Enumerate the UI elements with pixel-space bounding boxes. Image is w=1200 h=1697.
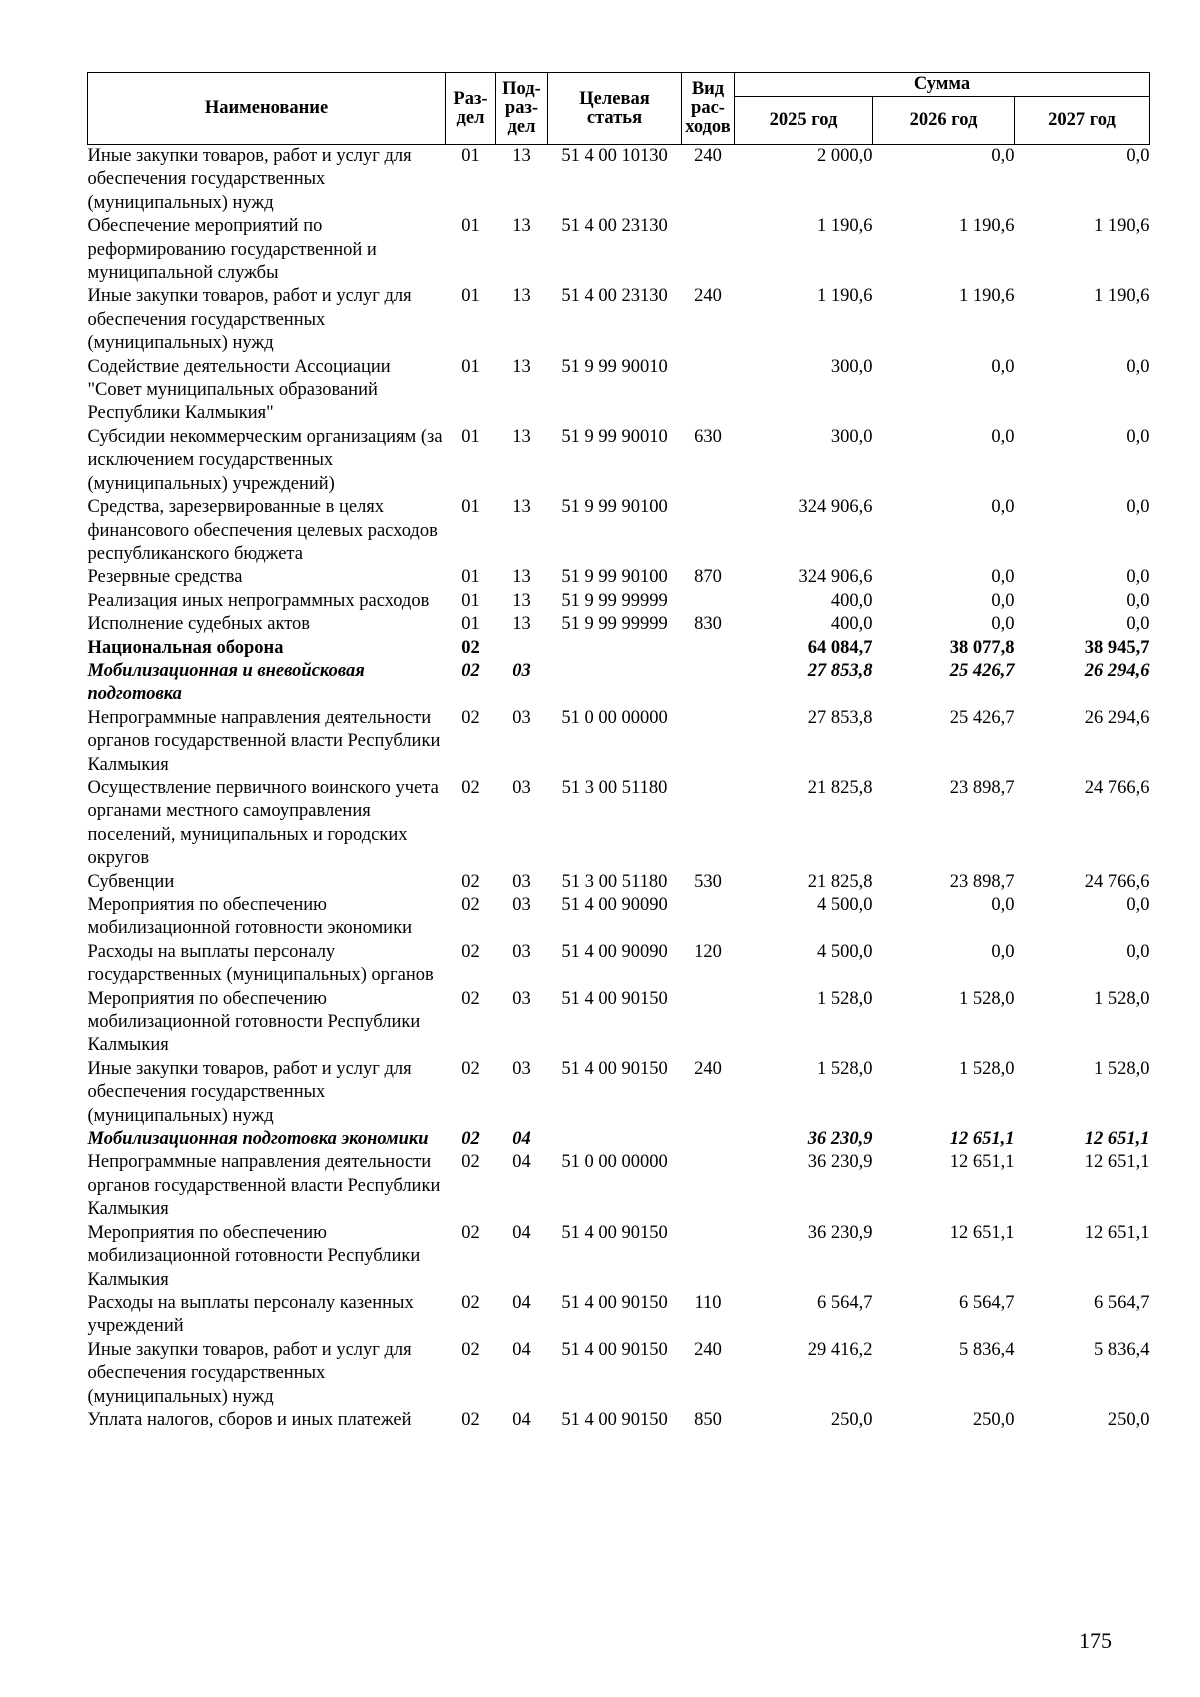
cell-celevaya-statya: 51 4 00 90150 bbox=[561, 1058, 668, 1079]
cell-sum-2027: 38 945,7 bbox=[1084, 637, 1150, 658]
cell-sum-2026: 0,0 bbox=[991, 590, 1015, 611]
cell-sum-2026: 0,0 bbox=[991, 567, 1015, 588]
cell-podrazdel: 03 bbox=[512, 707, 531, 728]
cell-razdel: 01 bbox=[461, 614, 480, 635]
cell-sum-2027: 0,0 bbox=[1126, 356, 1150, 377]
cell-razdel: 01 bbox=[461, 567, 480, 588]
cell-vid-rashodov: 240 bbox=[694, 1339, 722, 1360]
cell-sum-2027: 12 651,1 bbox=[1084, 1129, 1150, 1150]
cell-sum-2025: 21 825,8 bbox=[807, 777, 873, 798]
table-row bbox=[88, 1409, 1150, 1432]
cell-name: Средства, зарезервированные в целях финансового обеспечения целевых расходов республиканского бюджета bbox=[87, 497, 438, 564]
table-row bbox=[88, 613, 1150, 636]
cell-name: Мероприятия по обеспечению мобилизационной готовности Республики Калмыкия bbox=[87, 1222, 421, 1290]
cell-razdel: 02 bbox=[461, 895, 480, 915]
table-row bbox=[88, 1128, 1150, 1151]
cell-sum-2025: 27 853,8 bbox=[807, 707, 873, 728]
col-header-razdel: Раз- дел bbox=[446, 73, 496, 145]
cell-podrazdel: 04 bbox=[512, 1129, 531, 1150]
table-row bbox=[88, 426, 1150, 496]
cell-name: Мероприятия по обеспечению мобилизационной готовности экономики bbox=[87, 895, 412, 939]
cell-vid-rashodov: 830 bbox=[694, 614, 722, 635]
cell-razdel: 02 bbox=[461, 988, 480, 1009]
cell-sum-2026: 12 651,1 bbox=[949, 1152, 1015, 1173]
cell-name: Мероприятия по обеспечению мобилизационной готовности Республики Калмыкия bbox=[87, 988, 421, 1056]
cell-razdel: 01 bbox=[461, 590, 480, 611]
cell-name: Реализация иных непрограммных расходов bbox=[87, 590, 430, 611]
cell-sum-2025: 2 000,0 bbox=[817, 146, 873, 166]
cell-sum-2027: 26 294,6 bbox=[1084, 707, 1150, 728]
cell-celevaya-statya: 51 4 00 10130 bbox=[561, 146, 668, 166]
cell-podrazdel: 13 bbox=[512, 286, 531, 307]
cell-sum-2025: 64 084,7 bbox=[807, 637, 873, 658]
table-row bbox=[88, 988, 1150, 1058]
cell-sum-2027: 0,0 bbox=[1126, 895, 1150, 915]
cell-sum-2026: 38 077,8 bbox=[949, 637, 1015, 658]
table-row bbox=[88, 1058, 1150, 1128]
cell-sum-2026: 0,0 bbox=[991, 426, 1015, 447]
cell-sum-2025: 36 230,9 bbox=[807, 1222, 873, 1243]
cell-sum-2026: 0,0 bbox=[991, 614, 1015, 635]
cell-sum-2027: 0,0 bbox=[1126, 426, 1150, 447]
cell-vid-rashodov bbox=[682, 777, 735, 871]
cell-vid-rashodov bbox=[682, 1151, 735, 1221]
cell-razdel: 02 bbox=[461, 1292, 480, 1313]
cell-sum-2027: 250,0 bbox=[1107, 1409, 1150, 1430]
cell-sum-2027: 12 651,1 bbox=[1084, 1152, 1150, 1173]
cell-name: Национальная оборона bbox=[87, 637, 284, 658]
cell-sum-2026: 12 651,1 bbox=[949, 1222, 1015, 1243]
cell-vid-rashodov bbox=[682, 660, 735, 707]
cell-vid-rashodov: 530 bbox=[694, 871, 722, 892]
cell-sum-2026: 0,0 bbox=[991, 497, 1015, 518]
col-header-2026: 2026 год bbox=[873, 97, 1015, 145]
cell-sum-2026: 0,0 bbox=[991, 895, 1015, 915]
cell-celevaya-statya: 51 0 00 00000 bbox=[561, 707, 668, 728]
cell-podrazdel: 03 bbox=[512, 777, 531, 798]
cell-razdel: 02 bbox=[461, 1129, 480, 1150]
table-row bbox=[88, 1151, 1150, 1221]
cell-sum-2027: 1 190,6 bbox=[1094, 286, 1150, 307]
cell-sum-2027: 0,0 bbox=[1126, 941, 1150, 962]
col-header-summa: Сумма bbox=[735, 73, 1150, 97]
cell-sum-2025: 324 906,6 bbox=[798, 567, 873, 588]
cell-sum-2027: 1 190,6 bbox=[1094, 216, 1150, 237]
cell-sum-2026: 23 898,7 bbox=[949, 871, 1015, 892]
cell-vid-rashodov bbox=[682, 894, 735, 941]
cell-vid-rashodov: 240 bbox=[694, 146, 722, 166]
cell-vid-rashodov bbox=[682, 356, 735, 426]
cell-vid-rashodov bbox=[682, 590, 735, 613]
cell-vid-rashodov bbox=[682, 1222, 735, 1292]
cell-sum-2025: 29 416,2 bbox=[807, 1339, 873, 1360]
cell-celevaya-statya: 51 4 00 90150 bbox=[561, 1222, 668, 1243]
cell-sum-2025: 1 190,6 bbox=[817, 216, 873, 237]
cell-razdel: 02 bbox=[461, 1058, 480, 1079]
cell-razdel: 01 bbox=[461, 216, 480, 237]
cell-sum-2025: 36 230,9 bbox=[807, 1129, 873, 1150]
page-number: 175 bbox=[1079, 1628, 1112, 1653]
table-row bbox=[88, 496, 1150, 566]
cell-podrazdel: 04 bbox=[512, 1152, 531, 1173]
table-row bbox=[88, 1222, 1150, 1292]
table-row bbox=[88, 660, 1150, 707]
cell-celevaya-statya bbox=[548, 637, 682, 660]
cell-celevaya-statya: 51 0 00 00000 bbox=[561, 1152, 668, 1173]
cell-name: Субсидии некоммерческим организациям (за исключением государственных (муниципальных) учреждений) bbox=[87, 426, 443, 494]
cell-podrazdel: 13 bbox=[512, 216, 531, 237]
cell-vid-rashodov: 110 bbox=[694, 1292, 722, 1313]
cell-celevaya-statya: 51 9 99 90100 bbox=[561, 497, 668, 518]
cell-podrazdel: 13 bbox=[512, 567, 531, 588]
cell-podrazdel: 04 bbox=[512, 1292, 531, 1313]
cell-podrazdel: 13 bbox=[512, 146, 531, 166]
cell-razdel: 02 bbox=[461, 1339, 480, 1360]
cell-sum-2026: 0,0 bbox=[991, 356, 1015, 377]
col-header-name: Наименование bbox=[88, 73, 446, 145]
cell-podrazdel: 03 bbox=[512, 1058, 531, 1079]
cell-sum-2026: 6 564,7 bbox=[959, 1292, 1015, 1313]
cell-celevaya-statya: 51 9 99 90010 bbox=[561, 356, 668, 377]
cell-sum-2025: 324 906,6 bbox=[798, 497, 873, 518]
cell-name: Резервные средства bbox=[87, 567, 243, 588]
cell-vid-rashodov bbox=[682, 215, 735, 285]
cell-sum-2027: 5 836,4 bbox=[1094, 1339, 1150, 1360]
cell-razdel: 02 bbox=[461, 1409, 480, 1430]
cell-celevaya-statya: 51 4 00 90150 bbox=[561, 1409, 668, 1430]
table-row bbox=[88, 1292, 1150, 1339]
cell-razdel: 02 bbox=[461, 1152, 480, 1173]
cell-sum-2025: 4 500,0 bbox=[817, 941, 873, 962]
table-row bbox=[88, 707, 1150, 777]
cell-sum-2025: 1 190,6 bbox=[817, 286, 873, 307]
table-row bbox=[88, 590, 1150, 613]
cell-vid-rashodov bbox=[682, 1128, 735, 1151]
cell-vid-rashodov: 870 bbox=[694, 567, 722, 588]
cell-podrazdel: 13 bbox=[512, 497, 531, 518]
cell-podrazdel: 13 bbox=[512, 426, 531, 447]
cell-celevaya-statya bbox=[548, 1128, 682, 1151]
cell-razdel: 01 bbox=[461, 356, 480, 377]
col-header-2025: 2025 год bbox=[735, 97, 873, 145]
table-row bbox=[88, 356, 1150, 426]
cell-podrazdel: 03 bbox=[512, 660, 531, 681]
cell-sum-2027: 0,0 bbox=[1126, 567, 1150, 588]
cell-name: Обеспечение мероприятий по реформированию государственной и муниципальной службы bbox=[87, 216, 377, 284]
cell-razdel: 02 bbox=[461, 707, 480, 728]
cell-name: Расходы на выплаты персоналу государственных (муниципальных) органов bbox=[87, 941, 434, 986]
cell-celevaya-statya: 51 4 00 23130 bbox=[561, 286, 668, 307]
cell-razdel: 01 bbox=[461, 426, 480, 447]
cell-podrazdel: 13 bbox=[512, 590, 531, 611]
cell-podrazdel: 13 bbox=[512, 356, 531, 377]
table-row bbox=[88, 777, 1150, 871]
cell-sum-2026: 250,0 bbox=[972, 1409, 1015, 1430]
cell-name: Мобилизационная подготовка экономики bbox=[87, 1129, 429, 1150]
cell-sum-2026: 23 898,7 bbox=[949, 777, 1015, 798]
cell-sum-2027: 12 651,1 bbox=[1084, 1222, 1150, 1243]
table-row bbox=[88, 1339, 1150, 1409]
table-row bbox=[88, 566, 1150, 589]
cell-podrazdel: 04 bbox=[512, 1409, 531, 1430]
cell-razdel: 02 bbox=[461, 871, 480, 892]
cell-name: Уплата налогов, сборов и иных платежей bbox=[87, 1409, 412, 1430]
cell-razdel: 01 bbox=[461, 146, 480, 166]
table-row bbox=[88, 145, 1150, 216]
cell-sum-2027: 6 564,7 bbox=[1094, 1292, 1150, 1313]
cell-razdel: 02 bbox=[461, 637, 480, 658]
cell-sum-2026: 0,0 bbox=[991, 146, 1015, 166]
col-header-vid: Вид рас- ходов bbox=[682, 73, 735, 145]
cell-name: Иные закупки товаров, работ и услуг для обеспечения государственных (муниципальных) нужд bbox=[87, 146, 412, 213]
cell-celevaya-statya: 51 4 00 90090 bbox=[561, 895, 668, 915]
cell-podrazdel: 03 bbox=[512, 988, 531, 1009]
cell-sum-2025: 6 564,7 bbox=[817, 1292, 873, 1313]
cell-sum-2026: 25 426,7 bbox=[949, 660, 1015, 681]
cell-celevaya-statya: 51 4 00 90090 bbox=[561, 941, 668, 962]
cell-name: Непрограммные направления деятельности органов государственной власти Республики Калмыкия bbox=[87, 707, 441, 775]
cell-name: Расходы на выплаты персоналу казенных учреждений bbox=[87, 1292, 414, 1337]
cell-sum-2027: 1 528,0 bbox=[1094, 988, 1150, 1009]
table-row bbox=[88, 637, 1150, 660]
table-row bbox=[88, 871, 1150, 894]
cell-sum-2027: 0,0 bbox=[1126, 146, 1150, 166]
cell-razdel: 02 bbox=[461, 1222, 480, 1243]
cell-sum-2026: 25 426,7 bbox=[949, 707, 1015, 728]
cell-name: Осуществление первичного воинского учета органами местного самоуправления поселений, муниципальных и городских округов bbox=[87, 777, 439, 869]
cell-podrazdel: 03 bbox=[512, 871, 531, 892]
cell-sum-2026: 12 651,1 bbox=[949, 1129, 1015, 1150]
col-header-celevaya: Целевая статья bbox=[548, 73, 682, 145]
cell-celevaya-statya: 51 4 00 90150 bbox=[561, 1339, 668, 1360]
cell-podrazdel: 04 bbox=[512, 1339, 531, 1360]
cell-razdel: 01 bbox=[461, 286, 480, 307]
cell-sum-2025: 250,0 bbox=[830, 1409, 873, 1430]
cell-vid-rashodov: 240 bbox=[694, 1058, 722, 1079]
col-header-podrazdel: Под- раз- дел bbox=[496, 73, 548, 145]
cell-vid-rashodov bbox=[682, 707, 735, 777]
cell-sum-2026: 0,0 bbox=[991, 941, 1015, 962]
cell-celevaya-statya: 51 4 00 90150 bbox=[561, 1292, 668, 1313]
cell-sum-2027: 24 766,6 bbox=[1084, 777, 1150, 798]
cell-razdel: 02 bbox=[461, 777, 480, 798]
cell-sum-2027: 0,0 bbox=[1126, 497, 1150, 518]
cell-podrazdel: 13 bbox=[512, 614, 531, 635]
cell-vid-rashodov bbox=[682, 637, 735, 660]
cell-sum-2026: 1 190,6 bbox=[959, 286, 1015, 307]
cell-sum-2025: 27 853,8 bbox=[807, 660, 873, 681]
cell-sum-2025: 400,0 bbox=[830, 590, 873, 611]
cell-celevaya-statya: 51 9 99 90100 bbox=[561, 567, 668, 588]
cell-sum-2027: 26 294,6 bbox=[1084, 660, 1150, 681]
cell-vid-rashodov: 630 bbox=[694, 426, 722, 447]
cell-celevaya-statya: 51 9 99 99999 bbox=[561, 590, 668, 611]
cell-sum-2027: 1 528,0 bbox=[1094, 1058, 1150, 1079]
cell-sum-2026: 5 836,4 bbox=[959, 1339, 1015, 1360]
cell-sum-2025: 36 230,9 bbox=[807, 1152, 873, 1173]
cell-sum-2027: 0,0 bbox=[1126, 590, 1150, 611]
cell-sum-2027: 24 766,6 bbox=[1084, 871, 1150, 892]
budget-table bbox=[87, 72, 1150, 1432]
table-row bbox=[88, 215, 1150, 285]
cell-sum-2025: 300,0 bbox=[830, 426, 873, 447]
cell-celevaya-statya: 51 3 00 51180 bbox=[561, 871, 668, 892]
cell-sum-2025: 400,0 bbox=[830, 614, 873, 635]
cell-name: Непрограммные направления деятельности органов государственной власти Республики Калмыкия bbox=[87, 1152, 441, 1220]
cell-sum-2026: 1 528,0 bbox=[959, 1058, 1015, 1079]
cell-razdel: 01 bbox=[461, 497, 480, 518]
cell-vid-rashodov bbox=[682, 496, 735, 566]
cell-sum-2025: 1 528,0 bbox=[817, 1058, 873, 1079]
cell-sum-2025: 4 500,0 bbox=[817, 895, 873, 915]
table-row bbox=[88, 894, 1150, 941]
cell-name: Иные закупки товаров, работ и услуг для обеспечения государственных (муниципальных) нужд bbox=[87, 286, 412, 354]
cell-name: Содействие деятельности Ассоциации "Совет муниципальных образований Республики Калмыкия" bbox=[87, 356, 391, 424]
cell-vid-rashodov: 120 bbox=[694, 941, 722, 962]
cell-vid-rashodov bbox=[682, 988, 735, 1058]
cell-name: Иные закупки товаров, работ и услуг для обеспечения государственных (муниципальных) нужд bbox=[87, 1339, 412, 1407]
cell-sum-2025: 300,0 bbox=[830, 356, 873, 377]
cell-sum-2026: 1 190,6 bbox=[959, 216, 1015, 237]
table-row bbox=[88, 941, 1150, 988]
cell-celevaya-statya: 51 4 00 23130 bbox=[561, 216, 668, 237]
cell-sum-2027: 0,0 bbox=[1126, 614, 1150, 635]
cell-celevaya-statya: 51 4 00 90150 bbox=[561, 988, 668, 1009]
cell-vid-rashodov: 850 bbox=[694, 1409, 722, 1430]
cell-razdel: 02 bbox=[461, 660, 480, 681]
cell-podrazdel: 03 bbox=[512, 941, 531, 962]
cell-name: Исполнение судебных актов bbox=[87, 614, 311, 635]
table-row bbox=[88, 285, 1150, 355]
cell-celevaya-statya: 51 9 99 99999 bbox=[561, 614, 668, 635]
cell-celevaya-statya: 51 9 99 90010 bbox=[561, 426, 668, 447]
cell-razdel: 02 bbox=[461, 941, 480, 962]
cell-sum-2025: 21 825,8 bbox=[807, 871, 873, 892]
cell-name: Мобилизационная и вневойсковая подготовка bbox=[87, 660, 365, 705]
cell-podrazdel: 03 bbox=[512, 895, 531, 915]
cell-name: Иные закупки товаров, работ и услуг для обеспечения государственных (муниципальных) нужд bbox=[87, 1058, 412, 1126]
cell-sum-2026: 1 528,0 bbox=[959, 988, 1015, 1009]
cell-vid-rashodov: 240 bbox=[694, 286, 722, 307]
table-body bbox=[88, 145, 1150, 1433]
cell-celevaya-statya: 51 3 00 51180 bbox=[561, 777, 668, 798]
col-header-2027: 2027 год bbox=[1015, 97, 1150, 145]
cell-celevaya-statya bbox=[548, 660, 682, 707]
cell-podrazdel: 04 bbox=[512, 1222, 531, 1243]
cell-name: Субвенции bbox=[87, 871, 175, 892]
cell-podrazdel bbox=[496, 637, 548, 660]
cell-sum-2025: 1 528,0 bbox=[817, 988, 873, 1009]
